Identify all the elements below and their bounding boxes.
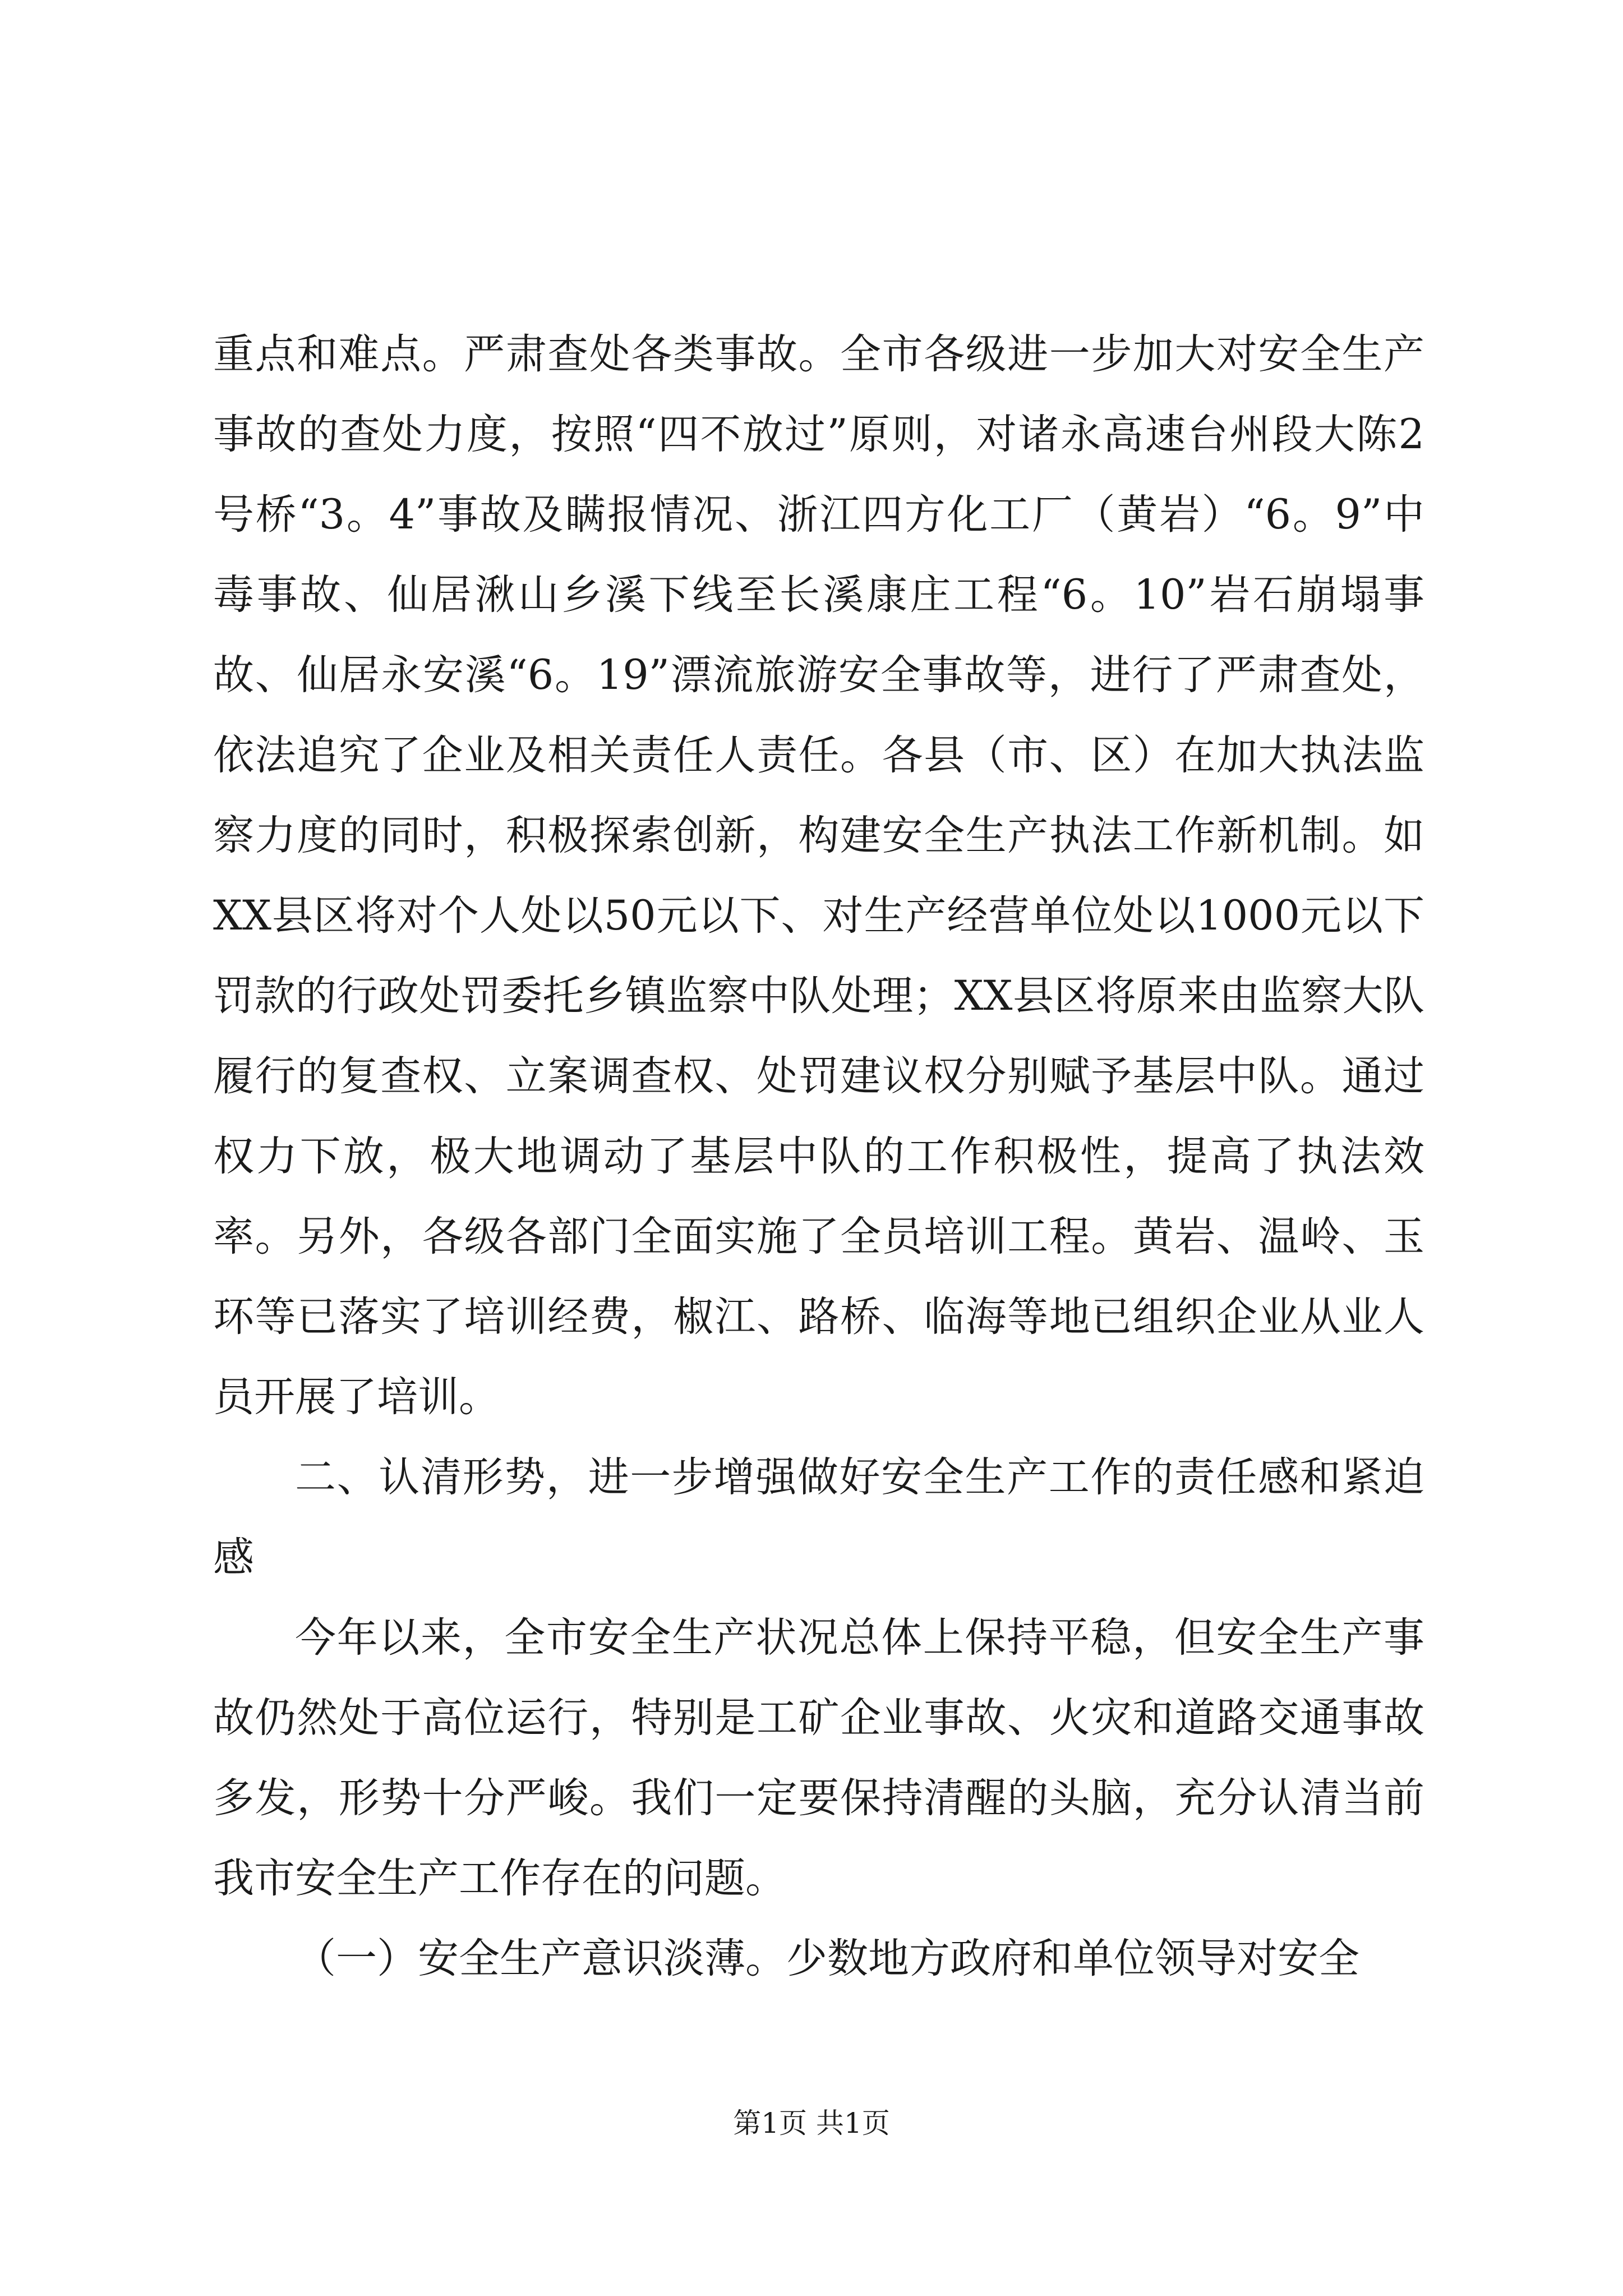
paragraph-safety-awareness: （一）安全生产意识淡薄。少数地方政府和单位领导对安全 — [295, 1935, 1359, 1982]
document-body — [213, 314, 1424, 1999]
section-heading-situation: 二、认清形势，进一步增强做好安全生产工作的责任感和紧迫感 — [213, 1453, 1424, 1581]
paragraph-current-situation: 今年以来，全市安全生产状况总体上保持平稳，但安全生产事故仍然处于高位运行，特别是工矿企业事故、火灾和道路交通事故多发，形势十分严峻。我们一定要保持清醒的头脑，充分认清当前我市安全生产工作存在的问题。 — [213, 1614, 1424, 1902]
page-number-label: 第1页 共1页 — [733, 2107, 890, 2139]
page-footer — [0, 2106, 1623, 2140]
paragraph-accident-investigation: 重点和难点。严肃查处各类事故。全市各级进一步加大对安全生产事故的查处力度，按照“四不放过”原则，对诸永高速台州段大陈2号桥“3。4”事故及瞒报情况、浙江四方化工厂（黄岩）“6。9”中毒事故、仙居湫山乡溪下线至长溪康庄工程“6。10”岩石崩塌事故、仙居永安溪“6。19”漂流旅游安全事故等，进行了严肃查处，依法追究了企业及相关责任人责任。各县（市、区）在加大执法监察力度的同时，积极探索创新，构建安全生产执法工作新机制。如XX县区将对个人处以50元以下、对生产经营单位处以1000元以下罚款的行政处罚委托乡镇监察中队处理；XX县区将原来由监察大队履行的复查权、立案调查权、处罚建议权分别赋予基层中队。通过权力下放，极大地调动了基层中队的工作积极性，提高了执法效率。另外，各级各部门全面实施了全员培训工程。黄岩、温岭、玉环等已落实了培训经费，椒江、路桥、临海等地已组织企业从业人员开展了培训。 — [213, 330, 1424, 1421]
